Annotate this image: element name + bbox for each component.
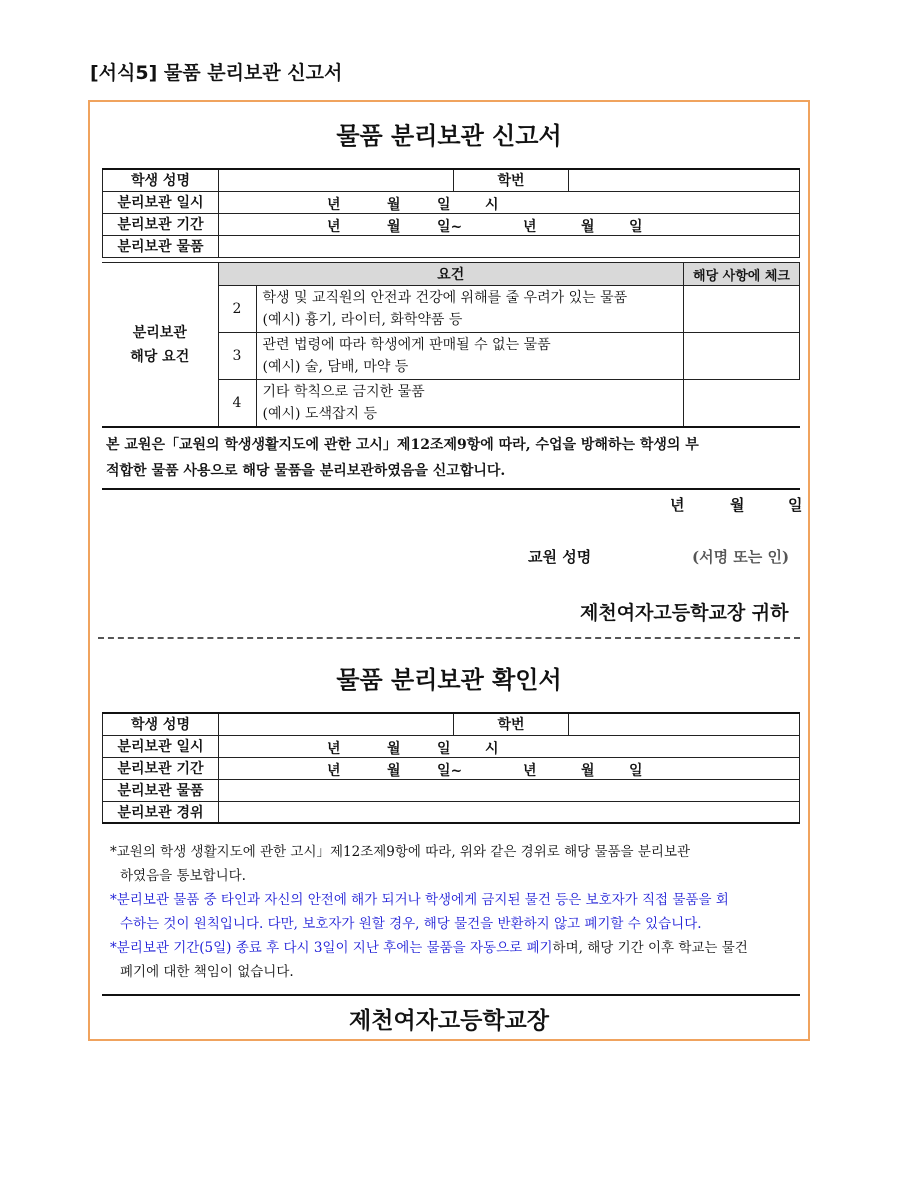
teacher-name-label: 교원 성명	[528, 548, 592, 566]
sign-date-day: 일	[788, 496, 803, 514]
period-start-month: 월	[387, 218, 401, 235]
notes-divider	[102, 994, 800, 996]
note-2-line1: *분리보관 물품 중 타인과 자신의 안전에 해가 되거나 학생에게 금지된 물건 등은 보호자가 직접 물품을 회	[110, 892, 729, 908]
sign-date-year: 년	[670, 496, 685, 514]
confirm-date-day: 일	[437, 740, 451, 757]
requirements-table	[102, 262, 800, 428]
note-2-line2: 수하는 것이 원칙입니다. 다만, 보호자가 원할 경우, 해당 물건을 반환하지 않고 폐기할 수 있습니다.	[120, 916, 702, 932]
note-3-rest: 하며, 해당 기간 이후 학교는 물건	[552, 940, 748, 956]
student-id-label: 학번	[454, 169, 569, 191]
student-name-label: 학생 성명	[103, 169, 219, 191]
requirement-line1: 학생 및 교직원의 안전과 건강에 위해를 줄 우려가 있는 물품	[262, 290, 628, 306]
requirement-example: (예시) 도색잡지 등	[262, 406, 377, 422]
requirements-section-label	[102, 263, 218, 428]
confirm-date-field[interactable]	[219, 735, 800, 757]
student-name-field[interactable]	[219, 169, 454, 191]
confirm-student-name-label: 학생 성명	[103, 713, 219, 735]
cut-line	[98, 637, 800, 639]
confirm-date-hour: 시	[485, 740, 499, 757]
confirm-period-end-day: 일	[629, 762, 643, 779]
date-month: 월	[387, 196, 401, 213]
confirm-period-start-year: 년	[327, 762, 341, 779]
confirm-title: 물품 분리보관 확인서	[336, 665, 562, 694]
date-year: 년	[327, 196, 341, 213]
confirm-date-year: 년	[327, 740, 341, 757]
date-day: 일	[437, 196, 451, 213]
statement-divider	[102, 488, 800, 490]
requirement-text	[256, 380, 684, 428]
requirements-label-line2: 해당 요건	[130, 348, 190, 365]
note-3-line1	[110, 936, 800, 960]
requirements-label-line1: 분리보관	[132, 324, 187, 341]
requirement-text	[256, 333, 684, 380]
requirement-text	[256, 286, 684, 333]
requirement-check-cell[interactable]	[684, 286, 800, 333]
statement-line1: 본 교원은「교원의 학생생활지도에 관한 고시」제12조제9항에 따라, 수업을 방해하는 학생의 부	[106, 437, 699, 453]
note-3-emphasis: *분리보관 기간(5일) 종료 후 다시 3일이 지난 후에는 물품을 자동으로 폐기	[110, 940, 553, 956]
period-field[interactable]	[219, 213, 800, 235]
confirm-date-label: 분리보관 일시	[103, 735, 219, 757]
statement-line2: 적합한 물품 사용으로 해당 물품을 분리보관하였음을 신고합니다.	[106, 463, 506, 479]
confirm-student-id-field[interactable]	[569, 713, 800, 735]
requirement-check-cell[interactable]	[684, 380, 800, 428]
requirement-example: (예시) 술, 담배, 마약 등	[262, 359, 409, 375]
requirement-number: 2	[218, 286, 256, 333]
confirm-item-field[interactable]	[219, 779, 800, 801]
confirm-item-label: 분리보관 물품	[103, 779, 219, 801]
requirement-example: (예시) 흉기, 라이터, 화학약품 등	[262, 312, 463, 328]
form-frame	[88, 100, 810, 1041]
requirement-number: 4	[218, 380, 256, 428]
requirement-check-cell[interactable]	[684, 333, 800, 380]
sign-date-month: 월	[730, 496, 745, 514]
note-3-line2: 폐기에 대한 책임이 없습니다.	[120, 964, 294, 980]
note-1-line2: 하였음을 통보합니다.	[120, 868, 246, 884]
date-field[interactable]	[219, 191, 800, 213]
report-statement	[106, 432, 796, 484]
period-start-year: 년	[327, 218, 341, 235]
report-recipient: 제천여자고등학교장 귀하	[580, 602, 789, 624]
requirement-column-header: 요건	[218, 263, 684, 286]
confirm-period-start-month: 월	[387, 762, 401, 779]
date-hour: 시	[485, 196, 499, 213]
period-end-month: 월	[581, 218, 595, 235]
confirm-period-end-month: 월	[581, 762, 595, 779]
student-id-field[interactable]	[569, 169, 800, 191]
confirm-reason-label: 분리보관 경위	[103, 801, 219, 823]
date-label: 분리보관 일시	[103, 191, 219, 213]
confirm-date-month: 월	[387, 740, 401, 757]
requirement-line1: 기타 학칙으로 금지한 물품	[262, 384, 425, 400]
confirm-period-field[interactable]	[219, 757, 800, 779]
confirm-notes	[110, 840, 800, 984]
period-end-day: 일	[629, 218, 643, 235]
requirement-number: 3	[218, 333, 256, 380]
confirm-info-table	[102, 712, 800, 824]
item-label: 분리보관 물품	[103, 235, 219, 257]
form-number-label: [서식5] 물품 분리보관 신고서	[90, 62, 343, 84]
period-end-year: 년	[523, 218, 537, 235]
confirm-period-end-year: 년	[523, 762, 537, 779]
sign-date	[670, 494, 803, 518]
note-1-line1: *교원의 학생 생활지도에 관한 고시」제12조제9항에 따라, 위와 같은 경위로 해당 물품을 분리보관	[110, 844, 691, 860]
confirm-student-name-field[interactable]	[219, 713, 454, 735]
item-field[interactable]	[219, 235, 800, 257]
confirm-signer: 제천여자고등학교장	[349, 1007, 549, 1034]
confirm-period-label: 분리보관 기간	[103, 757, 219, 779]
requirement-line1: 관련 법령에 따라 학생에게 판매될 수 없는 물품	[262, 337, 551, 353]
confirm-period-start-day: 일~	[437, 762, 463, 779]
confirm-student-id-label: 학번	[454, 713, 569, 735]
period-label: 분리보관 기간	[103, 213, 219, 235]
report-title: 물품 분리보관 신고서	[336, 121, 562, 150]
confirm-reason-field[interactable]	[219, 801, 800, 823]
period-start-day: 일~	[437, 218, 463, 235]
report-info-table	[102, 168, 800, 258]
check-column-header: 해당 사항에 체크	[684, 263, 800, 286]
signature-placeholder[interactable]: (서명 또는 인)	[692, 548, 790, 566]
